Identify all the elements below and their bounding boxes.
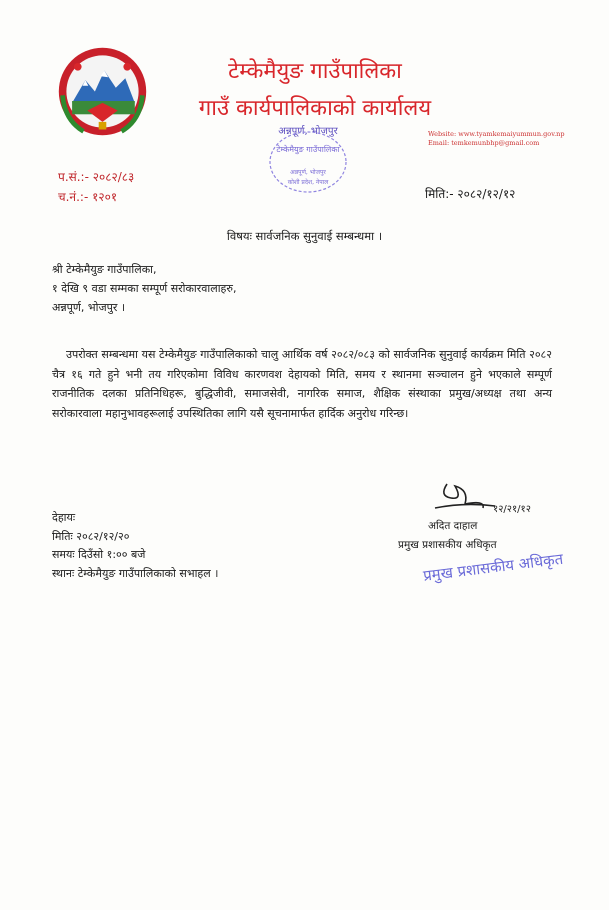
designation-stamp: प्रमुख प्रशासकीय अधिकृत [422,549,565,585]
contact-info [428,130,565,148]
letter-subject: विषयः सार्वजनिक सुनुवाई सम्बन्धमा । [226,229,383,243]
reference-number: प.सं.:- २०८२/८३ [58,170,135,184]
signatory-designation: प्रमुख प्रशासकीय अधिकृत [398,539,497,551]
official-seal-stamp [262,118,354,198]
event-date: मितिः २०८२/१२/२० [52,529,130,543]
signature-date: १२/२१/१२ [493,504,531,515]
event-place: स्थानः टेम्केमैयुङ गाउँपालिकाको सभाहल । [52,566,219,580]
signatory-name: अदित दाहाल [428,520,478,532]
details-heading: देहायः [52,511,76,524]
website-text: Website: www.tyamkemaiyummun.gov.np [428,130,565,138]
nepal-emblem-logo [55,44,150,139]
schedule-details [52,509,218,583]
letter-body: उपरोक्त सम्बन्धमा यस टेम्केमैयुङ गाउँपालिकाको चालु आर्थिक वर्ष २०८२/०८३ को सार्वजनिक सुनुवाई कार्यक्रम मिति २०८२ चैत्र १६ गते हुने भनी तय गरिएकोमा विविध कारणवश देहायको मिति, समय र स्थानमा सञ्चालन हुने भएकाले सम्पूर्ण राजनीतिक दलका प्रतिनिधिहरू, बुद्धिजीवी, समाजसेवी, नागरिक समाज, शैक्षिक संस्थाका प्रमुख/अध्यक्ष तथा अन्य सरोकारवाला महानुभावहरूलाई उपस्थितिका लागि यसै सूचनामार्फत हार्दिक अनुरोध गरिन्छ। [52,348,552,420]
seal-line: अन्नपूर्ण, भोजपुर [290,169,326,176]
seal-line: कोशी प्रदेश, नेपाल [287,179,329,186]
seal-line: अन्नपूर्ण, भोजपुर [278,126,338,137]
handwritten-signature [425,478,555,518]
recipient-line: श्री टेम्केमैयुङ गाउँपालिका, [52,263,157,276]
seal-line: टेम्केमैयुङ गाउँपालिका [276,145,340,154]
letter-date: मिति:- २०८२/१२/१२ [425,187,516,201]
office-title: गाउँ कार्यपालिकाको कार्यालय [198,96,432,121]
municipality-title: टेम्केमैयुङ गाउँपालिका [228,59,402,84]
recipient-line: १ देखि ९ वडा सम्मका सम्पूर्ण सरोकारवालाहरु, [52,282,237,295]
recipient-line: अन्नपूर्ण, भोजपुर । [52,301,126,314]
event-time: समयः दिउँसो १:०० बजे [52,548,146,561]
email-text: Email: temkemunbhp@gmail.com [428,139,540,147]
recipient-block [52,260,236,317]
dispatch-number: च.नं.:- १२०१ [58,190,118,204]
